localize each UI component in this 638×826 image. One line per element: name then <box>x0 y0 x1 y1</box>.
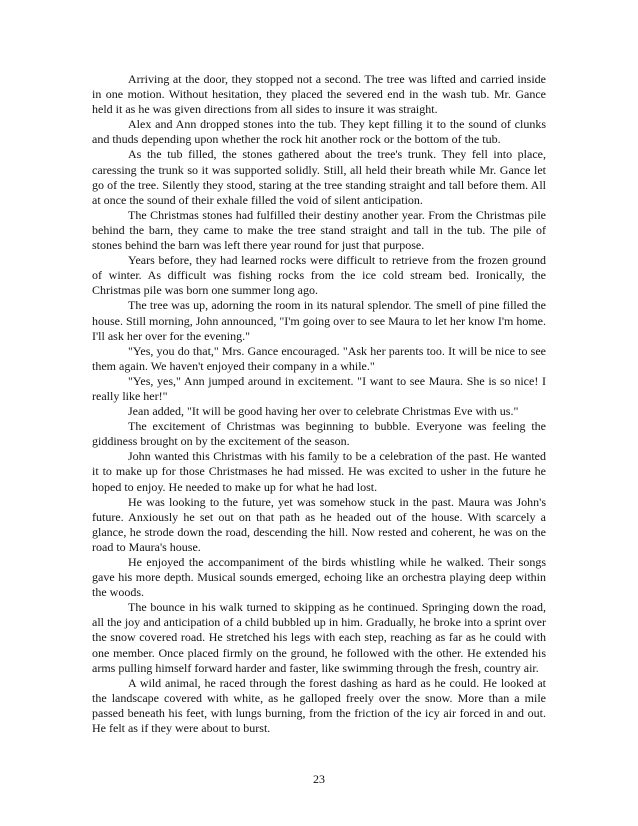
paragraph: Years before, they had learned rocks were difficult to retrieve from the frozen ground of winter. As difficult was fishing rocks from the ice cold stream bed. Ironically, the Christmas pile was born one summer long ago. <box>92 253 546 298</box>
paragraph: The tree was up, adorning the room in its natural splendor. The smell of pine filled the house. Still morning, John announced, "I'm going over to see Maura to let her know I'm home. I'll ask her over for the evening." <box>92 298 546 343</box>
paragraph: Arriving at the door, they stopped not a second. The tree was lifted and carried inside in one motion. Without hesitation, they placed the severed end in the wash tub. Mr. Gance held it as he was given directions from all sides to insure it was straight. <box>92 72 546 117</box>
paragraph: The Christmas stones had fulfilled their destiny another year. From the Christmas pile behind the barn, they came to make the tree stand straight and tall in the tub. The pile of stones behind the barn was left there year round for just that purpose. <box>92 207 546 253</box>
paragraph: He enjoyed the accompaniment of the birds whistling while he walked. Their songs gave his more depth. Musical sounds emerged, echoing like an orchestra playing deep within the woods. <box>92 555 546 600</box>
body-text <box>92 72 546 736</box>
paragraph: John wanted this Christmas with his family to be a celebration of the past. He wanted it to make up for those Christmases he had missed. He was excited to usher in the future he hoped to enjoy. He needed to make up for what he had lost. <box>92 449 546 494</box>
paragraph: He was looking to the future, yet was somehow stuck in the past. Maura was John's future. Anxiously he set out on that path as he headed out of the house. With scarcely a glance, he strode down the road, descending the hill. Now rested and coherent, he was on the road to Maura's house. <box>92 494 546 554</box>
paragraph: "Yes, yes," Ann jumped around in excitement. "I want to see Maura. She is so nice! I really like her!" <box>92 373 546 403</box>
paragraph: The excitement of Christmas was beginning to bubble. Everyone was feeling the giddiness brought on by the excitement of the season. <box>92 419 546 449</box>
paragraph: The bounce in his walk turned to skipping as he continued. Springing down the road, all the joy and anticipation of a child bubbled up in him. Gradually, he broke into a sprint over the snow covered road. He stretched his legs with each step, reaching as far as he could with one member. Once placed firmly on the ground, he followed with the other. He extended his arms pulling himself forward harder and faster, like swimming through the fresh, country air. <box>92 600 546 675</box>
paragraph: "Yes, you do that," Mrs. Gance encouraged. "Ask her parents too. It will be nice to see them again. We haven't enjoyed their company in a while." <box>92 343 546 373</box>
paragraph: As the tub filled, the stones gathered about the tree's trunk. They fell into place, caressing the trunk so it was supported solidly. Still, all held their breath while Mr. Gance let go of the tree. Silently they stood, staring at the tree standing straight and tall before them. All at once the sound of their exhale filled the void of silent anticipation. <box>92 147 546 207</box>
page-number: 23 <box>313 772 325 786</box>
paragraph: Alex and Ann dropped stones into the tub. They kept filling it to the sound of clunks and thuds depending upon whether the rock hit another rock or the bottom of the tub. <box>92 117 546 147</box>
paragraph: Jean added, "It will be good having her over to celebrate Christmas Eve with us." <box>128 404 519 419</box>
paragraph: A wild animal, he raced through the forest dashing as hard as he could. He looked at the landscape covered with white, as he galloped freely over the snow. More than a mile passed beneath his feet, with lungs burning, from the friction of the icy air forced in and out. He felt as if they were about to burst. <box>92 675 546 736</box>
